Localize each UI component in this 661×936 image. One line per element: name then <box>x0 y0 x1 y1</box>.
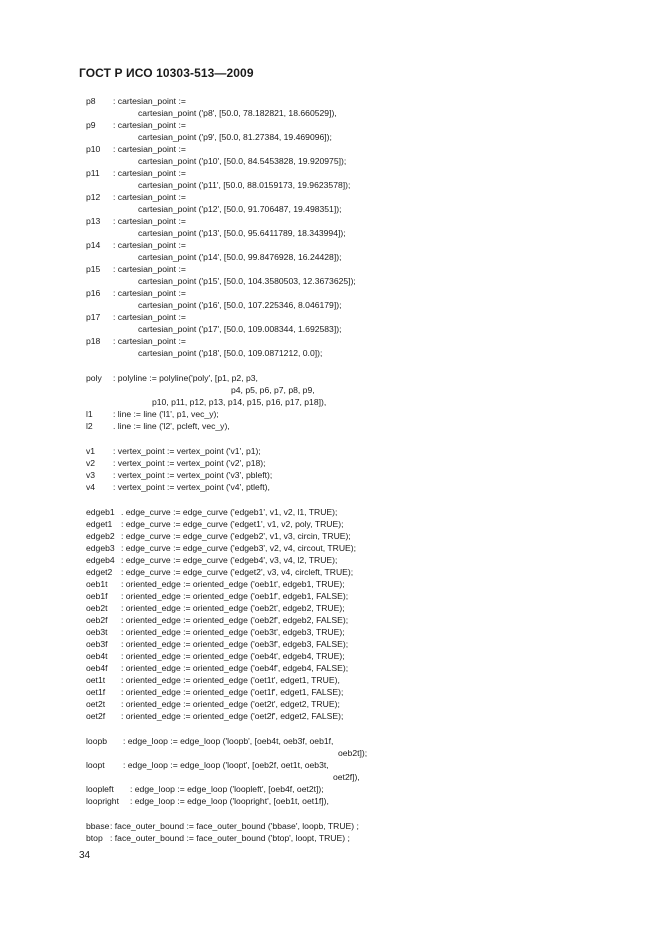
code-identifier: oeb1t <box>86 579 108 589</box>
code-line <box>86 578 646 590</box>
code-definition: : face_outer_bound := face_outer_bound ('bbase', loopb, TRUE) ; <box>110 821 359 831</box>
code-identifier: v3 <box>86 470 96 480</box>
code-line <box>86 638 646 650</box>
code-identifier: p10 <box>86 144 101 154</box>
code-line <box>86 686 646 698</box>
code-definition: : cartesian_point := <box>113 120 186 130</box>
code-line <box>86 759 646 771</box>
code-definition: p4, p5, p6, p7, p8, p9, <box>231 385 315 395</box>
code-identifier: loopt <box>86 760 105 770</box>
code-definition: : oriented_edge := oriented_edge ('oet2f', edget2, FALSE); <box>121 711 344 721</box>
code-identifier: oeb2f <box>86 615 108 625</box>
code-line <box>86 590 646 602</box>
code-line <box>86 445 646 457</box>
code-line <box>86 820 646 832</box>
code-identifier: p18 <box>86 336 101 346</box>
code-line <box>86 191 646 203</box>
code-identifier: v2 <box>86 458 96 468</box>
code-definition: : cartesian_point := <box>113 312 186 322</box>
code-identifier: loopright <box>86 796 119 806</box>
code-identifier: p16 <box>86 288 101 298</box>
code-line <box>86 179 646 191</box>
code-definition: : vertex_point := vertex_point ('v4', ptleft), <box>113 482 270 492</box>
code-definition: p10, p11, p12, p13, p14, p15, p16, p17, p18]), <box>152 397 327 407</box>
code-line <box>86 795 646 807</box>
express-code-listing <box>86 95 646 844</box>
code-line <box>86 662 646 674</box>
code-definition: : edge_curve := edge_curve ('edget1', v1, v2, poly, TRUE); <box>121 519 344 529</box>
code-line <box>86 311 646 323</box>
code-line <box>86 167 646 179</box>
code-identifier: poly <box>86 373 102 383</box>
code-line <box>86 251 646 263</box>
code-definition: cartesian_point ('p11', [50.0, 88.0159173, 19.9623578]); <box>138 180 351 190</box>
code-definition: cartesian_point ('p16', [50.0, 107.225346, 8.046179]); <box>138 300 342 310</box>
code-identifier: oet2f <box>86 711 106 721</box>
code-line <box>86 530 646 542</box>
code-definition: cartesian_point ('p13', [50.0, 95.6411789, 18.343994]); <box>138 228 346 238</box>
code-identifier: p11 <box>86 168 100 178</box>
code-definition: oeb2t]); <box>338 748 368 758</box>
code-line <box>86 143 646 155</box>
code-line <box>86 396 646 408</box>
code-identifier: oeb3t <box>86 627 108 637</box>
code-definition: cartesian_point ('p18', [50.0, 109.0871212, 0.0]); <box>138 348 323 358</box>
code-line <box>86 698 646 710</box>
code-identifier: p9 <box>86 120 96 130</box>
code-identifier: edgeb2 <box>86 531 115 541</box>
code-identifier: oeb4f <box>86 663 108 673</box>
code-identifier: l1 <box>86 409 93 419</box>
code-identifier: oeb4t <box>86 651 108 661</box>
code-definition: : vertex_point := vertex_point ('v1', p1); <box>113 446 261 456</box>
code-definition: : edge_curve := edge_curve ('edgeb3', v2, v4, circout, TRUE); <box>121 543 357 553</box>
code-identifier: p15 <box>86 264 101 274</box>
code-line <box>86 323 646 335</box>
code-definition: : cartesian_point := <box>113 144 186 154</box>
code-definition: : cartesian_point := <box>113 240 186 250</box>
code-identifier: edgeb3 <box>86 543 115 553</box>
code-definition: . line := line ('l2', pcleft, vec_y), <box>113 421 230 431</box>
code-line <box>86 384 646 396</box>
code-definition: : cartesian_point := <box>113 336 186 346</box>
code-line <box>86 710 646 722</box>
code-definition: : cartesian_point := <box>113 96 186 106</box>
code-line <box>86 263 646 275</box>
group-spacer <box>86 722 646 735</box>
code-line <box>86 299 646 311</box>
code-line <box>86 95 646 107</box>
code-line <box>86 420 646 432</box>
code-definition: : cartesian_point := <box>113 288 186 298</box>
code-line <box>86 408 646 420</box>
code-definition: cartesian_point ('p15', [50.0, 104.3580503, 12.3673625]); <box>138 276 356 286</box>
group-spacer <box>86 432 646 445</box>
code-line <box>86 107 646 119</box>
code-line <box>86 215 646 227</box>
code-definition: cartesian_point ('p8', [50.0, 78.182821, 18.660529]), <box>138 108 337 118</box>
code-line <box>86 518 646 530</box>
code-definition: : oriented_edge := oriented_edge ('oeb2f', edgeb2, FALSE); <box>121 615 349 625</box>
code-line <box>86 131 646 143</box>
code-identifier: loopleft <box>86 784 114 794</box>
code-line <box>86 239 646 251</box>
code-definition: : edge_loop := edge_loop ('loopt', [oeb2f, oet1t, oeb3t, <box>123 760 329 770</box>
code-line <box>86 203 646 215</box>
code-definition: : vertex_point := vertex_point ('v3', pbleft); <box>113 470 273 480</box>
code-definition: cartesian_point ('p14', [50.0, 99.8476928, 16.24428]); <box>138 252 342 262</box>
code-identifier: v1 <box>86 446 96 456</box>
code-identifier: v4 <box>86 482 96 492</box>
code-definition: cartesian_point ('p9', [50.0, 81.27384, 19.469096]); <box>138 132 332 142</box>
code-identifier: p13 <box>86 216 101 226</box>
code-definition: oet2f]), <box>333 772 360 782</box>
code-definition: : edge_curve := edge_curve ('edgeb4', v3, v4, l2, TRUE); <box>121 555 338 565</box>
code-definition: : edge_loop := edge_loop ('loopright', [oeb1t, oet1f]), <box>130 796 329 806</box>
code-line <box>86 650 646 662</box>
code-definition: : edge_curve := edge_curve ('edgeb2', v1, v3, circin, TRUE); <box>121 531 351 541</box>
code-identifier: edgeb4 <box>86 555 115 565</box>
code-line <box>86 554 646 566</box>
code-identifier: loopb <box>86 736 108 746</box>
code-identifier: bbase <box>86 821 110 831</box>
page-number: 34 <box>79 850 91 861</box>
code-definition: : vertex_point := vertex_point ('v2', p18); <box>113 458 266 468</box>
code-identifier: edgeb1 <box>86 507 115 517</box>
code-line <box>86 119 646 131</box>
code-definition: cartesian_point ('p17', [50.0, 109.008344, 1.692583]); <box>138 324 342 334</box>
code-definition: : oriented_edge := oriented_edge ('oeb1t', edgeb1, TRUE); <box>121 579 345 589</box>
code-identifier: p8 <box>86 96 96 106</box>
code-line <box>86 481 646 493</box>
code-definition: : oriented_edge := oriented_edge ('oeb3f', edgeb3, FALSE); <box>121 639 349 649</box>
code-line <box>86 347 646 359</box>
code-line <box>86 566 646 578</box>
code-identifier: oet2t <box>86 699 106 709</box>
code-identifier: l2 <box>86 421 93 431</box>
code-definition: : cartesian_point := <box>113 192 186 202</box>
code-line <box>86 771 646 783</box>
code-line <box>86 783 646 795</box>
code-identifier: btop <box>86 833 103 843</box>
code-definition: : edge_loop := edge_loop ('loopb', [oeb4t, oeb3f, oeb1f, <box>123 736 334 746</box>
code-definition: : oriented_edge := oriented_edge ('oeb1f', edgeb1, FALSE); <box>121 591 349 601</box>
code-identifier: p14 <box>86 240 101 250</box>
code-line <box>86 372 646 384</box>
code-definition: : cartesian_point := <box>113 216 186 226</box>
code-line <box>86 155 646 167</box>
code-identifier: oeb3f <box>86 639 108 649</box>
code-identifier: oeb2t <box>86 603 108 613</box>
code-definition: . edge_curve := edge_curve ('edgeb1', v1, v2, l1, TRUE); <box>121 507 338 517</box>
group-spacer <box>86 359 646 372</box>
code-line <box>86 287 646 299</box>
code-line <box>86 674 646 686</box>
code-identifier: edget1 <box>86 519 113 529</box>
code-identifier: edget2 <box>86 567 113 577</box>
code-definition: : oriented_edge := oriented_edge ('oet2t', edget2, TRUE); <box>121 699 340 709</box>
code-definition: : oriented_edge := oriented_edge ('oet1t', edget1, TRUE), <box>121 675 340 685</box>
code-line <box>86 227 646 239</box>
code-line <box>86 614 646 626</box>
page-header: ГОСТ Р ИСО 10303-513—2009 <box>79 66 254 80</box>
code-line <box>86 335 646 347</box>
code-line <box>86 275 646 287</box>
code-definition: cartesian_point ('p10', [50.0, 84.5453828, 19.920975]); <box>138 156 347 166</box>
group-spacer <box>86 807 646 820</box>
code-identifier: oet1t <box>86 675 106 685</box>
code-definition: : cartesian_point := <box>113 264 186 274</box>
group-spacer <box>86 493 646 506</box>
code-line <box>86 602 646 614</box>
code-line <box>86 832 646 844</box>
code-definition: : face_outer_bound := face_outer_bound ('btop', loopt, TRUE) ; <box>110 833 350 843</box>
code-definition: : oriented_edge := oriented_edge ('oeb4t', edgeb4, TRUE); <box>121 651 345 661</box>
code-definition: : oriented_edge := oriented_edge ('oeb4f', edgeb4, FALSE); <box>121 663 349 673</box>
code-definition: : oriented_edge := oriented_edge ('oeb3t', edgeb3, TRUE); <box>121 627 345 637</box>
code-line <box>86 626 646 638</box>
code-line <box>86 542 646 554</box>
code-definition: : cartesian_point := <box>113 168 186 178</box>
code-line <box>86 735 646 747</box>
code-identifier: p17 <box>86 312 101 322</box>
code-line <box>86 747 646 759</box>
code-definition: : polyline := polyline('poly', [p1, p2, p3, <box>113 373 258 383</box>
code-line <box>86 457 646 469</box>
code-identifier: oet1f <box>86 687 106 697</box>
code-definition: : line := line ('l1', p1, vec_y); <box>113 409 219 419</box>
code-identifier: oeb1f <box>86 591 108 601</box>
code-definition: : oriented_edge := oriented_edge ('oet1f', edget1, FALSE); <box>121 687 344 697</box>
code-identifier: p12 <box>86 192 101 202</box>
code-definition: cartesian_point ('p12', [50.0, 91.706487, 19.498351]); <box>138 204 342 214</box>
code-line <box>86 469 646 481</box>
code-definition: : oriented_edge := oriented_edge ('oeb2t', edgeb2, TRUE); <box>121 603 345 613</box>
code-definition: : edge_loop := edge_loop ('loopleft', [oeb4f, oet2t]); <box>130 784 324 794</box>
code-line <box>86 506 646 518</box>
code-definition: : edge_curve := edge_curve ('edget2', v3, v4, circleft, TRUE); <box>121 567 354 577</box>
